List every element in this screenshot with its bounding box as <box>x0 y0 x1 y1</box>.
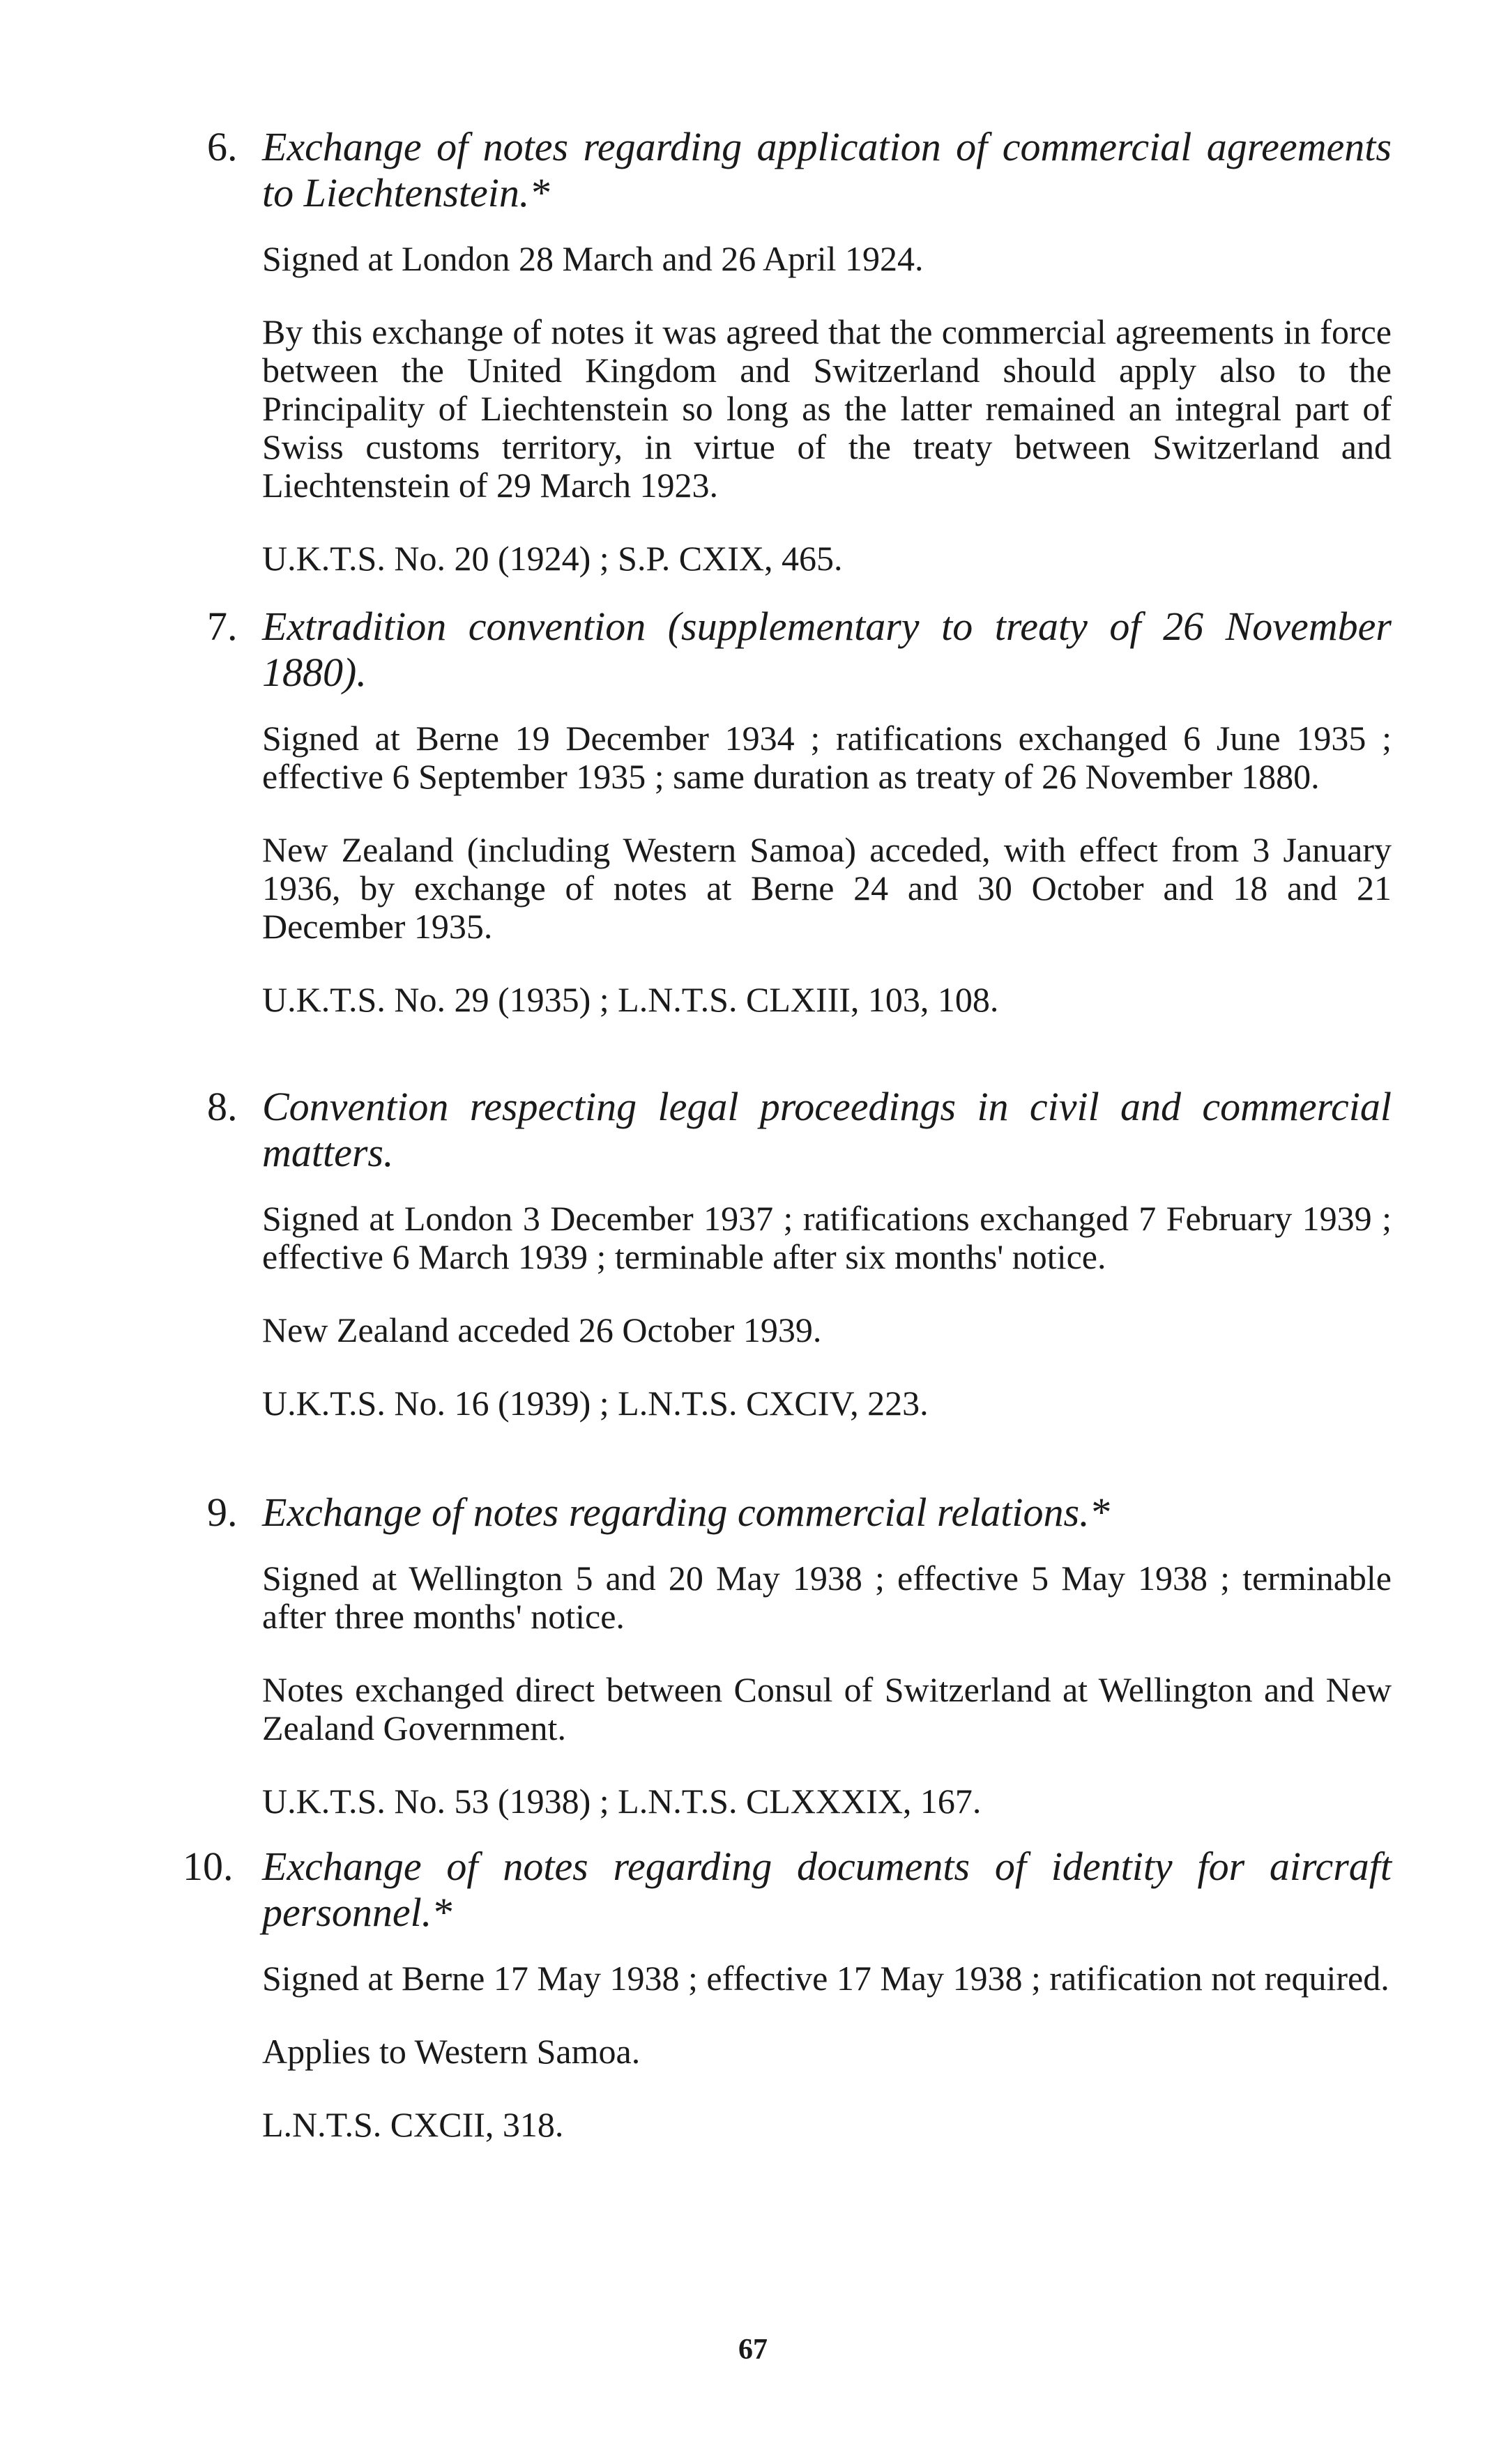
treaty-entry-9 <box>0 1490 1508 1855</box>
entry-number: 10. <box>183 1844 234 1889</box>
treaty-entry-7 <box>0 604 1508 1054</box>
entry-note: Applies to Western Samoa. <box>262 2032 641 2071</box>
entry-note: New Zealand acceded 26 October 1939. <box>262 1310 822 1349</box>
entry-title: Exchange of notes regarding documents of identity for aircraft personnel.* <box>262 1844 1392 1935</box>
signing-details: Signed at Berne 19 December 1934 ; ratifications exchanged 6 June 1935 ; effective 6 September 1935 ; same duration as treaty of 26 November 1880. <box>262 719 1392 796</box>
entry-heading <box>0 124 1508 216</box>
entry-title: Extradition convention (supplementary to treaty of 26 November 1880). <box>262 604 1392 695</box>
treaty-entry-8 <box>0 1084 1508 1457</box>
treaty-reference: U.K.T.S. No. 20 (1924) ; S.P. CXIX, 465. <box>262 539 843 578</box>
entry-title: Convention respecting legal proceedings in civil and commercial matters. <box>262 1084 1392 1175</box>
treaty-entry-10 <box>0 1844 1508 2179</box>
signing-details: Signed at London 3 December 1937 ; ratifications exchanged 7 February 1939 ; effective 6 March 1939 ; terminable after six months' notice. <box>262 1199 1392 1276</box>
entry-note: New Zealand (including Western Samoa) acceded, with effect from 3 January 1936, by exchange of notes at Berne 24 and 30 October and 18 and 21 December 1935. <box>262 830 1392 946</box>
signing-details: Signed at Berne 17 May 1938 ; effective 17 May 1938 ; ratification not required. <box>262 1959 1389 1998</box>
entry-heading <box>0 604 1508 696</box>
entry-number: 9. <box>207 1490 238 1535</box>
entry-heading <box>0 1844 1508 1936</box>
entry-title: Exchange of notes regarding application of commercial agreements to Liechtenstein.* <box>262 124 1392 215</box>
entry-number: 6. <box>207 124 238 169</box>
treaty-reference: L.N.T.S. CXCII, 318. <box>262 2105 564 2144</box>
treaty-reference: U.K.T.S. No. 29 (1935) ; L.N.T.S. CLXIII, 103, 108. <box>262 980 999 1019</box>
entry-title: Exchange of notes regarding commercial relations.* <box>262 1490 1110 1535</box>
entry-note: Notes exchanged direct between Consul of Switzerland at Wellington and New Zealand Government. <box>262 1670 1392 1747</box>
treaty-entry-6 <box>0 124 1508 613</box>
treaty-reference: U.K.T.S. No. 16 (1939) ; L.N.T.S. CXCIV, 223. <box>262 1384 929 1423</box>
treaty-reference: U.K.T.S. No. 53 (1938) ; L.N.T.S. CLXXXIX, 167. <box>262 1782 982 1821</box>
entry-number: 8. <box>207 1084 238 1129</box>
entry-heading <box>0 1084 1508 1176</box>
signing-details: Signed at Wellington 5 and 20 May 1938 ; effective 5 May 1938 ; terminable after three months' notice. <box>262 1559 1392 1636</box>
entry-note: By this exchange of notes it was agreed that the commercial agreements in force between the United Kingdom and Switzerland should apply also to the Principality of Liechtenstein so long as the latter remained an integral part of Swiss customs territory, in virtue of the treaty between Switzerland and Liechtenstein of 29 March 1923. <box>262 312 1392 505</box>
entry-number: 7. <box>207 604 238 649</box>
page-number: 67 <box>738 2334 768 2366</box>
entry-heading <box>0 1490 1508 1536</box>
signing-details: Signed at London 28 March and 26 April 1924. <box>262 239 924 278</box>
